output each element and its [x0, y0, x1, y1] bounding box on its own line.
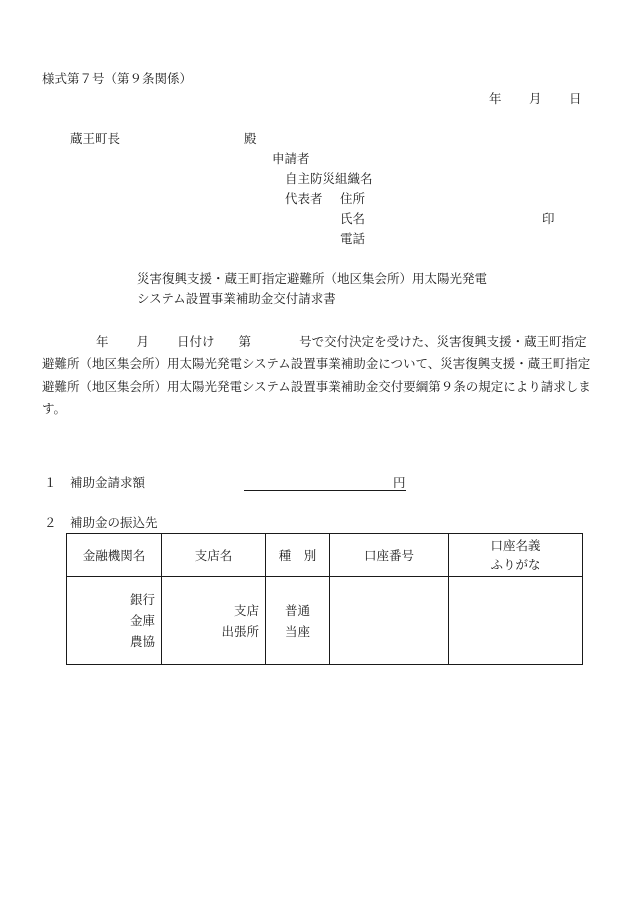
header-type: 種 別 — [266, 534, 330, 577]
cell-account-type[interactable] — [266, 577, 330, 665]
title-line-1: 災害復興支援・蔵王町指定避難所（地区集会所）用太陽光発電 — [137, 271, 488, 286]
header-branch: 支店名 — [162, 534, 266, 577]
branch-type-sub-office: 出張所 — [221, 623, 259, 639]
addressee-honorific: 殿 — [244, 131, 257, 146]
name-label: 氏名 — [340, 211, 366, 226]
applicant-label: 申請者 — [272, 151, 310, 166]
date-year: 年 — [489, 91, 502, 106]
amount-unit: 円 — [393, 475, 406, 490]
item1-label: 補助金請求額 — [70, 475, 146, 490]
form-number: 様式第７号（第９条関係） — [42, 71, 193, 86]
date-day: 日 — [569, 91, 582, 106]
body-no-prefix: 第 — [238, 334, 252, 349]
body-text: 号で交付決定を受けた、災害復興支援・蔵王町指定避難所（地区集会所）用太陽光発電システム設置事業補助金について、災害復興支援・蔵王町指定避難所（地区集会所）用太陽光発電システム設置事業補助金交付要綱第９条の規定により請求します。 — [42, 334, 591, 416]
org-name-label: 自主防災組織名 — [285, 171, 373, 186]
address-label: 住所 — [340, 191, 366, 206]
header-institution: 金融機関名 — [67, 534, 162, 577]
amount-input-line[interactable] — [244, 490, 406, 491]
title-line-2: システム設置事業補助金交付請求書 — [137, 291, 336, 306]
body-paragraph — [42, 331, 592, 420]
table-header-row — [67, 534, 583, 577]
cell-institution[interactable] — [67, 577, 162, 665]
account-type-ordinary: 普通 — [284, 602, 310, 618]
body-day-dated: 日付け — [177, 334, 215, 349]
body-year: 年 — [96, 334, 109, 349]
institution-type-shinkin: 金庫 — [129, 613, 155, 628]
addressee-name: 蔵王町長 — [70, 131, 121, 146]
phone-label: 電話 — [340, 231, 366, 246]
seal-mark: 印 — [542, 211, 555, 226]
cell-branch[interactable] — [162, 577, 266, 665]
bank-account-table — [66, 533, 583, 665]
institution-type-bank: 銀行 — [129, 592, 155, 607]
item2-label: 補助金の振込先 — [70, 515, 158, 530]
table-row — [67, 577, 583, 665]
header-account-holder — [449, 534, 583, 577]
item1-number: １ — [44, 475, 57, 490]
header-holder-kana: ふりがな — [490, 557, 541, 572]
header-holder-label: 口座名義 — [490, 538, 541, 553]
branch-type-branch: 支店 — [233, 602, 259, 618]
body-month: 月 — [136, 334, 150, 349]
item2-number: ２ — [44, 515, 57, 530]
institution-type-ja: 農協 — [129, 634, 155, 649]
cell-account-number[interactable] — [330, 577, 449, 665]
cell-account-holder[interactable] — [449, 577, 583, 665]
date-month: 月 — [529, 91, 542, 106]
account-type-checking: 当座 — [284, 623, 310, 639]
header-account-number: 口座番号 — [330, 534, 449, 577]
representative-label: 代表者 — [285, 191, 323, 206]
